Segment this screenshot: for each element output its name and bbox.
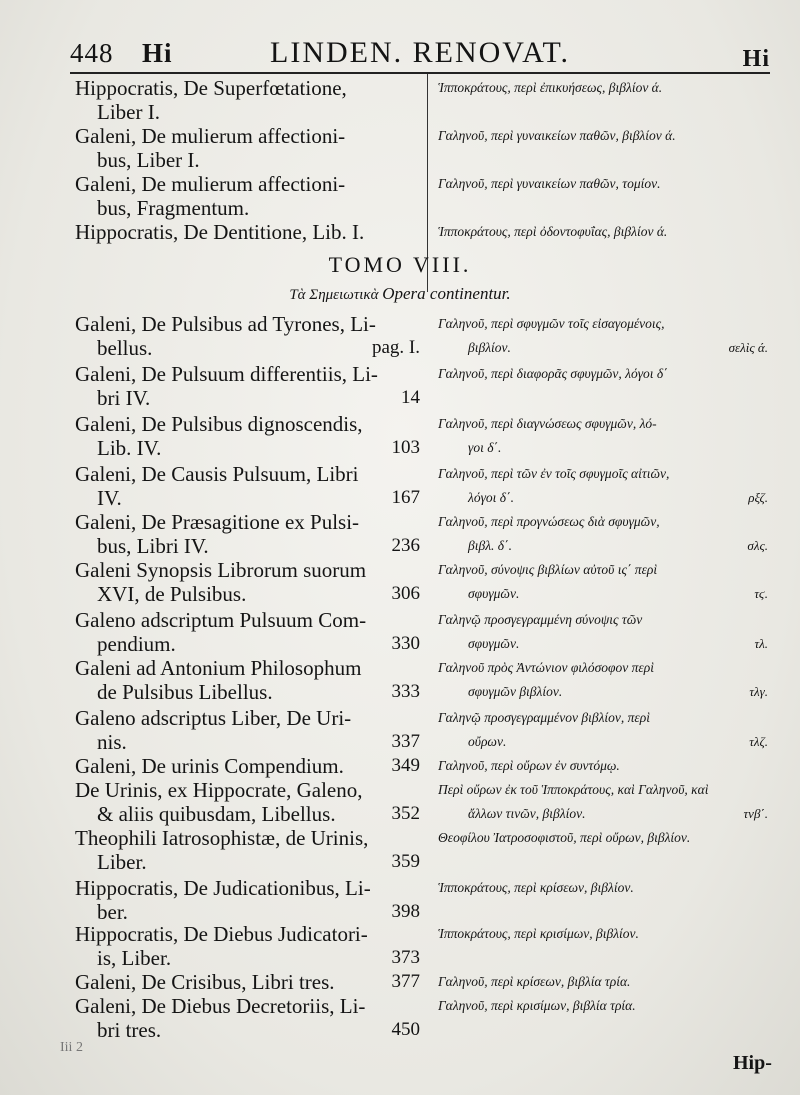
subtitle-greek: Τὰ Σημειωτικὰ (289, 287, 379, 303)
entry-greek-page-number: σελὶς ά. (728, 340, 768, 355)
entry-page-number: 306 (391, 583, 420, 604)
entry-latin: Galeni, De Pulsibus ad Tyrones, Li- bellus. pag. I. (75, 312, 420, 360)
entry-greek: Γαληνῷ προσγεγραμμένη σύνοψις τῶν σφυγμῶν. τλ. (438, 608, 768, 656)
entry-latin: Hippocratis, De Superfœtatione, Liber I. (75, 76, 347, 124)
entry-greek: Γαληνοῦ, περὶ γυναικείων παθῶν, βιβλίον ά. (438, 128, 676, 143)
entry-greek: Θεοφίλου Ἰατροσοφιστοῦ, περὶ οὔρων, βιβλίον. (438, 830, 691, 845)
entry-page-number: 349 (391, 755, 420, 776)
left-header-letters: Hi (142, 38, 173, 68)
entry-greek: Γαληνοῦ, περὶ σφυγμῶν τοῖς εἰσαγομένοις, βιβλίον. σελὶς ά. (438, 312, 768, 360)
entry-latin: Galeni Synopsis Librorum suorum XVI, de Pulsibus. 306 (75, 558, 420, 606)
entry-greek-page-number: σλς. (747, 538, 768, 553)
entry-latin: Galeni, De Pulsuum differentiis, Li- bri IV. 14 (75, 362, 420, 410)
entry-page-number: 377 (391, 971, 420, 992)
section-heading: TOMO VIII. (328, 252, 472, 277)
entry-latin: Hippocratis, De Judicationibus, Li- ber. 398 (75, 876, 420, 924)
entry-greek: Ἱπποκράτους, περὶ ἐπικυήσεως, βιβλίον ά. (438, 80, 663, 95)
entry-latin: Galeno adscriptum Pulsuum Com- pendium. 330 (75, 608, 420, 656)
entry-latin: Galeni, De Præsagitione ex Pulsi- bus, Libri IV. 236 (75, 510, 420, 558)
entry-page-number: 330 (391, 633, 420, 654)
entry-greek-page-number: τνβ΄. (743, 806, 768, 821)
entry-page-number: 236 (391, 535, 420, 556)
entry-greek: Γαληνοῦ, σύνοψις βιβλίων αὐτοῦ ις΄ περὶ σφυγμῶν. τϛ. (438, 558, 768, 606)
entry-greek: Γαληνοῦ πρὸς Ἀντώνιον φιλόσοφον περὶ σφυγμῶν βιβλίον. τλγ. (438, 656, 768, 704)
entry-latin: Galeni, De mulierum affectioni- bus, Fragmentum. (75, 172, 346, 220)
entry-greek: Ἱπποκράτους, περὶ κρισίμων, βιβλίον. (438, 926, 639, 941)
entry-greek: Γαληνοῦ, περὶ οὔρων ἐν συντόμῳ. (438, 758, 620, 773)
entry-page-number: 352 (391, 803, 420, 824)
entry-greek-page-number: τϛ. (754, 586, 768, 601)
entry-page-number: 450 (391, 1019, 420, 1040)
entry-page-number: 337 (391, 731, 420, 752)
entry-page-number: 103 (391, 437, 420, 458)
entry-greek: Ἱπποκράτους, περὶ κρίσεων, βιβλίον. (438, 880, 634, 895)
header-rule (70, 72, 770, 74)
entry-greek: Περὶ οὔρων ἐκ τοῦ Ἱπποκράτους, καὶ Γαληνοῦ, καὶ ἄλλων τινῶν, βιβλίον. τνβ΄. (438, 778, 768, 826)
entry-latin: Galeni, De Causis Pulsuum, Libri IV. 167 (75, 462, 420, 510)
entry-page-number: 398 (391, 901, 420, 922)
entry-greek: Γαληνοῦ, περὶ διαφορᾶς σφυγμῶν, λόγοι δ΄ (438, 366, 668, 381)
entry-greek: Γαληνοῦ, περὶ κρίσεων, βιβλία τρία. (438, 974, 631, 989)
running-title: LINDEN. RENOVAT. (270, 36, 571, 69)
entry-greek-page-number: τλγ. (749, 684, 768, 699)
entry-greek: Γαληνοῦ, περὶ διαγνώσεως σφυγμῶν, λό- γοι δ΄. (438, 416, 657, 455)
entry-page-number: pag. I. (371, 337, 420, 358)
entry-greek-page-number: τλ. (754, 636, 768, 651)
entry-page-number: 359 (391, 851, 420, 872)
entry-latin: Galeni ad Antonium Philosophum de Pulsibus Libellus. 333 (75, 656, 420, 704)
entry-latin: Galeni, De Crisibus, Libri tres. 377 (75, 970, 420, 994)
entry-greek: Ἱπποκράτους, περὶ ὀδοντοφυΐας, βιβλίον ά. (438, 224, 668, 239)
entry-page-number: 333 (391, 681, 420, 702)
entry-page-number: 167 (391, 487, 420, 508)
subtitle-latin: Opera continentur. (382, 284, 511, 303)
catchword: Hip- (733, 1052, 772, 1074)
entry-page-number: 14 (401, 387, 420, 408)
entry-latin: Galeni, De mulierum affectioni- bus, Liber I. (75, 124, 346, 172)
page-number: 448 (70, 38, 114, 68)
entry-latin: Theophili Iatrosophistæ, de Urinis, Liber. 359 (75, 826, 420, 874)
entry-latin: Hippocratis, De Diebus Judicatori- is, Liber. 373 (75, 922, 420, 970)
entry-latin: Hippocratis, De Dentitione, Lib. I. (75, 220, 365, 244)
entry-latin: Galeni, De Diebus Decretoriis, Li- bri tres. 450 (75, 994, 420, 1042)
signature-mark: Iii 2 (60, 1040, 83, 1055)
right-header-letters: Hi (742, 46, 770, 72)
entry-greek-page-number: τλζ. (749, 734, 768, 749)
entry-greek: Γαληνῷ προσγεγραμμένον βιβλίον, περὶ οὔρων. τλζ. (438, 706, 768, 754)
entry-latin: Galeni, De Pulsibus dignoscendis, Lib. IV. 103 (75, 412, 420, 460)
entry-greek: Γαληνοῦ, περὶ γυναικείων παθῶν, τομίον. (438, 176, 661, 191)
entry-greek: Γαληνοῦ, περὶ κρισίμων, βιβλία τρία. (438, 998, 636, 1013)
entry-latin: De Urinis, ex Hippocrate, Galeno, & aliis quibusdam, Libellus. 352 (75, 778, 420, 826)
section-subtitle (0, 284, 800, 304)
page-header (70, 30, 770, 74)
entry-page-number: 373 (391, 947, 420, 968)
entry-latin: Galeni, De urinis Compendium. 349 (75, 754, 420, 778)
entry-greek-page-number: ρξζ. (748, 490, 768, 505)
entry-greek: Γαληνοῦ, περὶ τῶν ἐν τοῖς σφυγμοῖς αἰτιῶν, λόγοι δ΄. ρξζ. (438, 462, 768, 510)
entry-latin: Galeno adscriptus Liber, De Uri- nis. 337 (75, 706, 420, 754)
entry-greek: Γαληνοῦ, περὶ προγνώσεως διὰ σφυγμῶν, βιβλ. δ΄. σλς. (438, 510, 768, 558)
